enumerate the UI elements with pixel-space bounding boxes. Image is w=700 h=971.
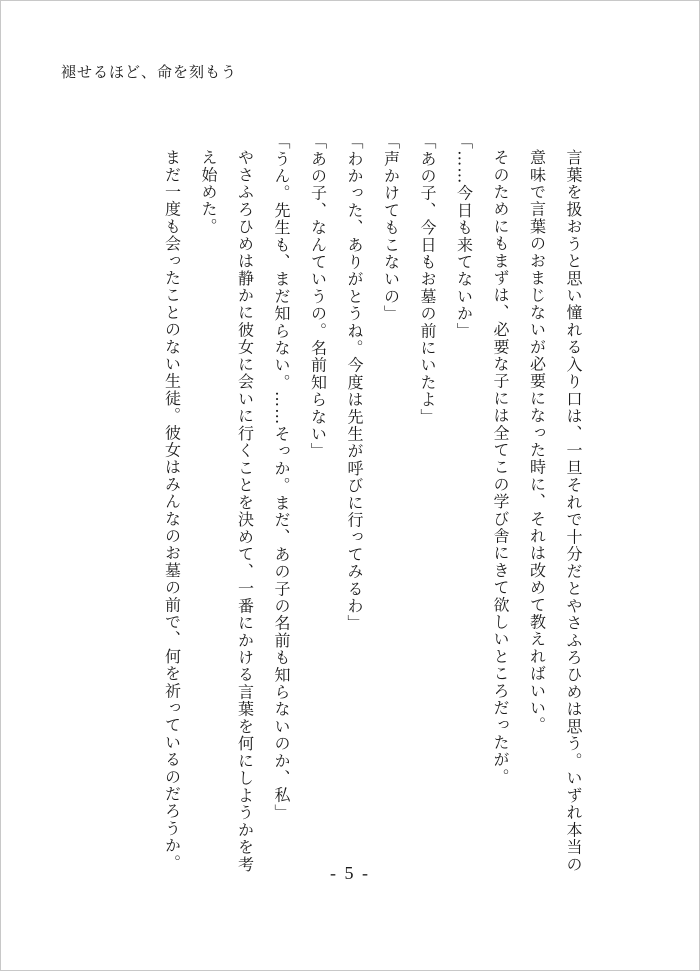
paragraph: やさふろひめは静かに彼女に会いに行くことを決めて、一番にかける言葉を何にしようかを考え始めた。	[199, 149, 255, 873]
dialogue-line: 「わかった、ありがとうね。今度は先生が呼びに行ってみるわ」	[345, 133, 364, 632]
dialogue-line: 「声かけてもこないの」	[381, 133, 401, 323]
dialogue-line: 「あの子、なんていうの。名前知らない」	[308, 133, 328, 460]
page-number: - 5 -	[330, 863, 370, 883]
dialogue-line: 「あの子、今日もお墓の前にいたよ」	[418, 133, 437, 426]
paragraph: 言葉を扱おうと思い憧れる入り口は、一旦それで十分だとやさふろひめは思う。いずれ本当の意味で言葉のおまじないが必要になった時に、それは改めて教えればいい。	[527, 149, 583, 873]
vertical-body-text	[131, 133, 591, 873]
running-head: 褪せるほど、命を刻もう	[61, 63, 238, 81]
dialogue-line: 「……今日も来てないか」	[454, 133, 474, 340]
paragraph: まだ一度も会ったことのない生徒。彼女はみんなのお墓の前で、何を祈っているのだろうか。	[162, 149, 182, 872]
paragraph: そのためにもまずは、必要な子には全てこの学び舎にきて欲しいところだったが。	[491, 149, 510, 786]
dialogue-line: 「うん。先生も、まだ知らない。……そっか。まだ、あの子の名前も知らないのか、私」	[272, 133, 291, 821]
